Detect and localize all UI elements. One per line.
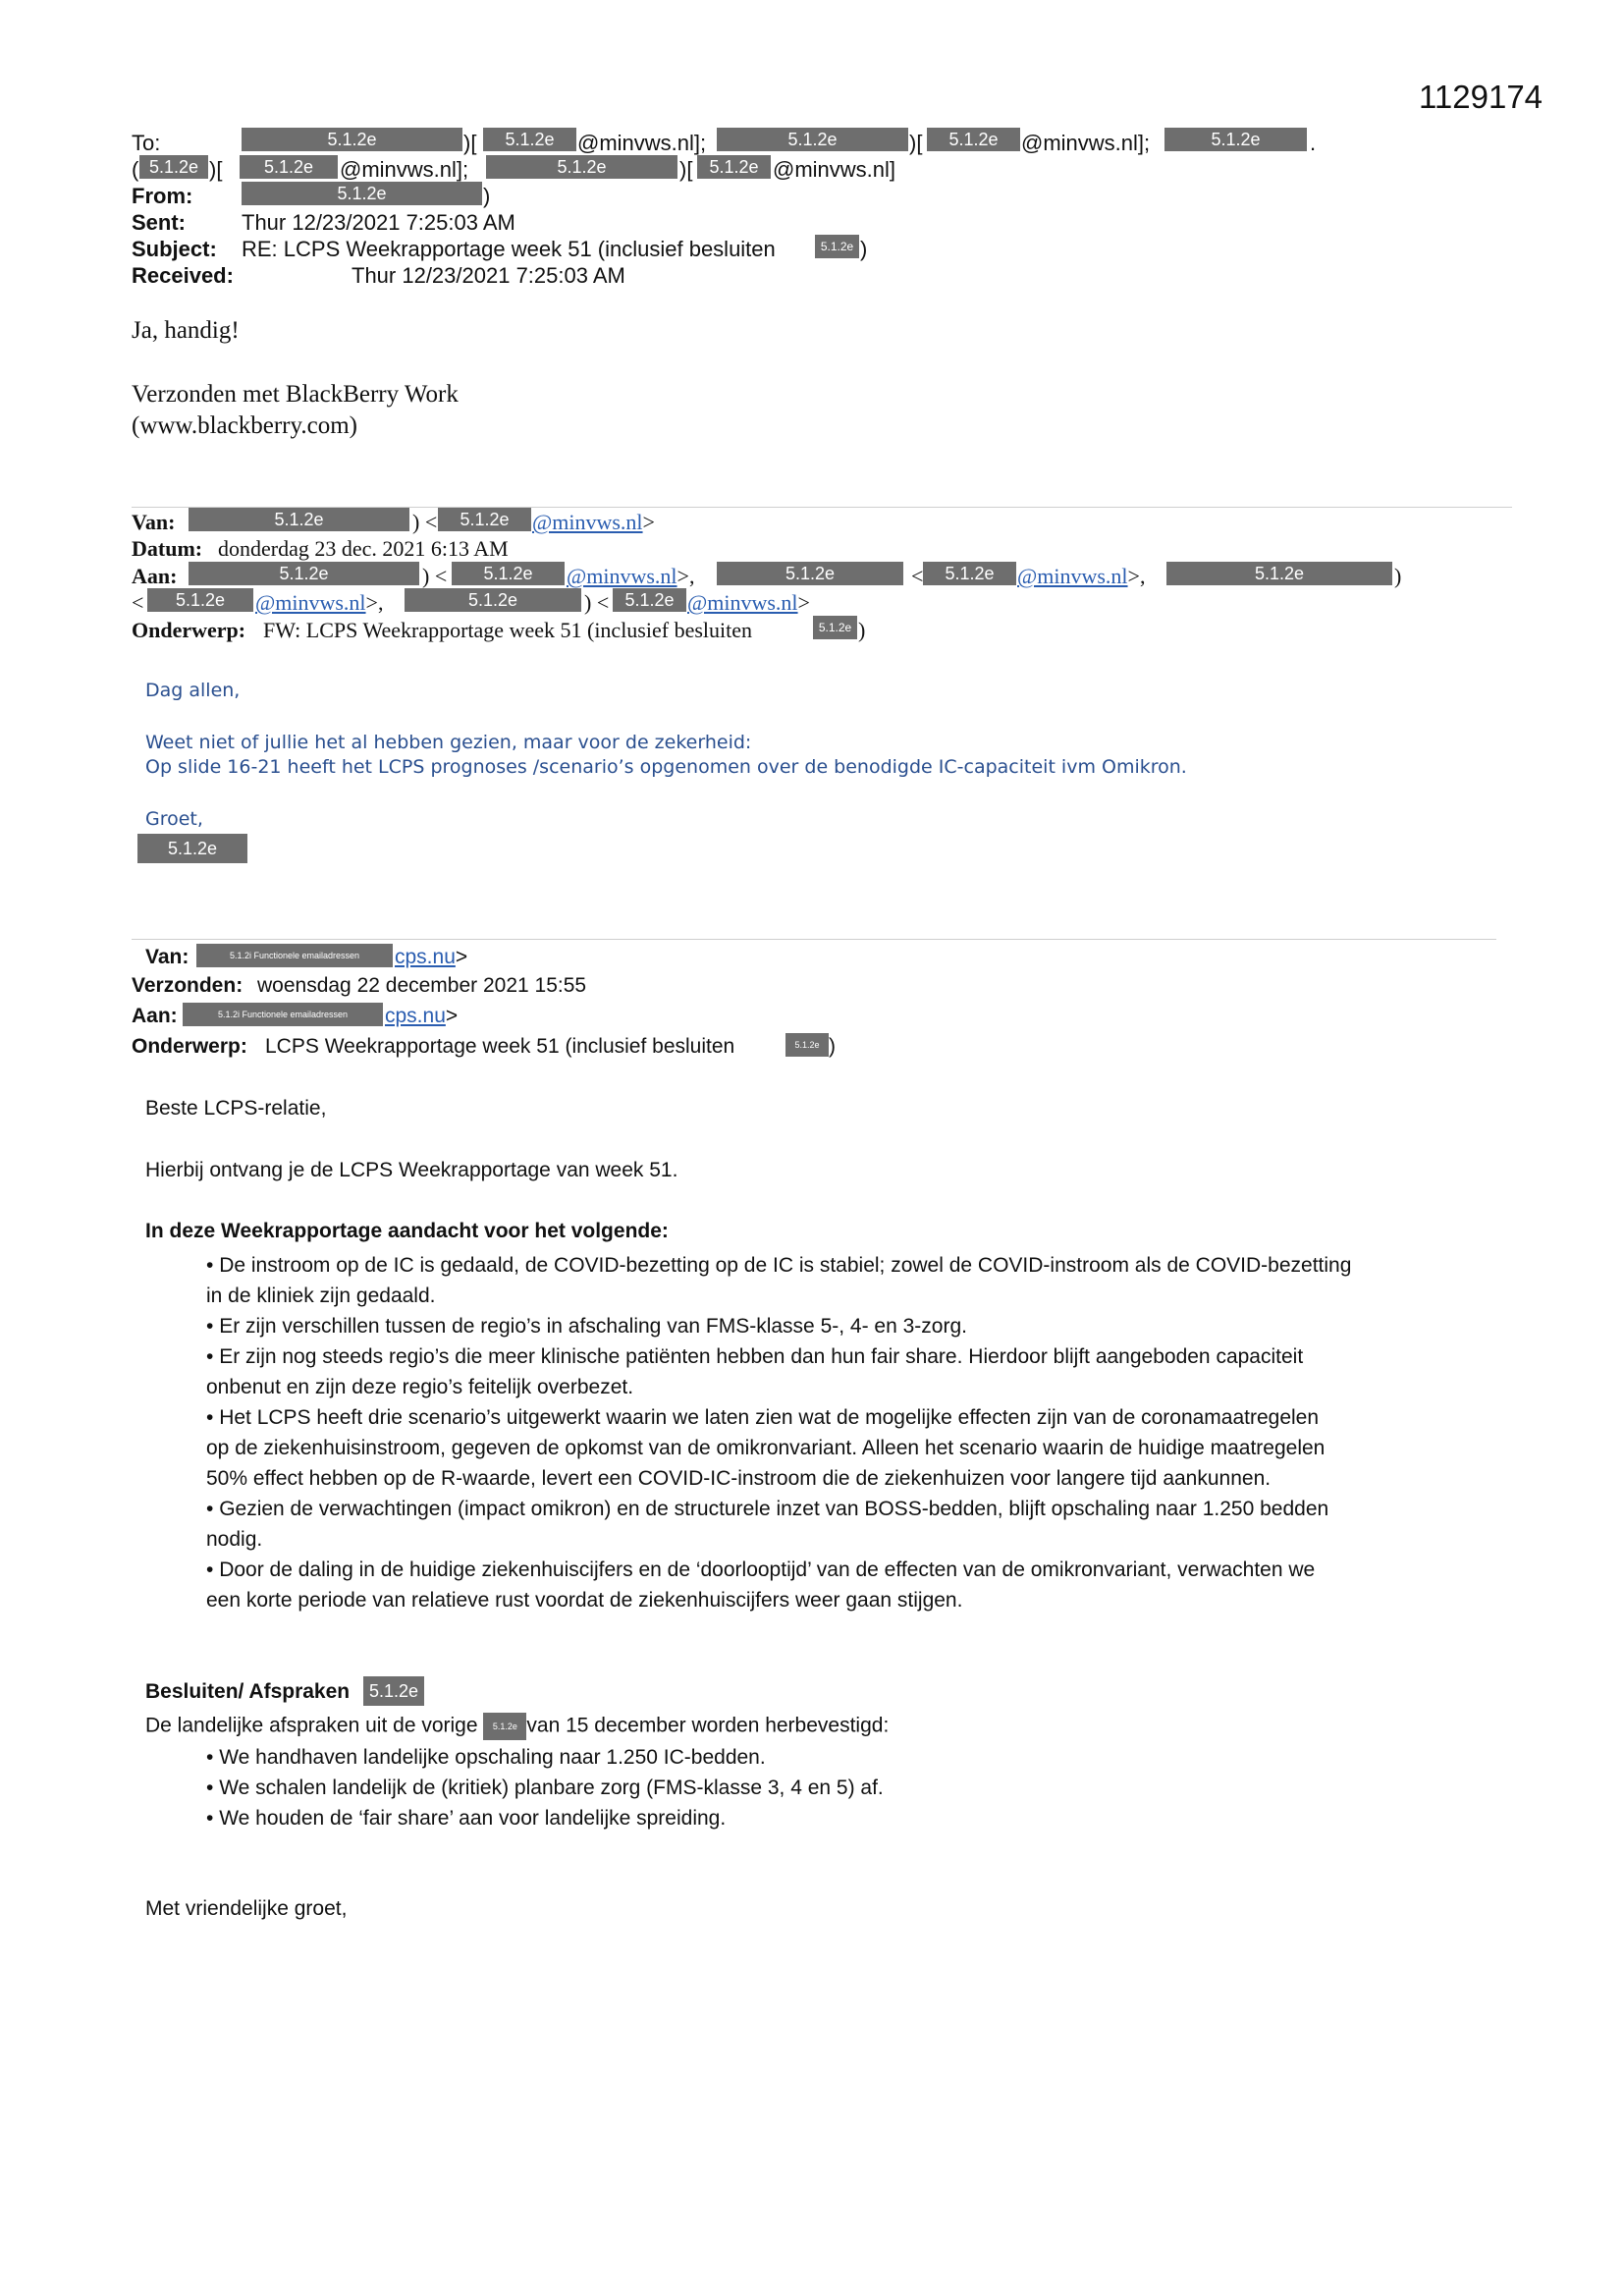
redaction-box: 5.1.2e [242, 128, 462, 151]
redaction-box: 5.1.2e [452, 562, 565, 585]
onderwerp-value: LCPS Weekrapportage week 51 (inclusief besluiten [265, 1035, 735, 1058]
document-number: 1129174 [1419, 79, 1543, 115]
redaction-box: 5.1.2e [363, 1676, 424, 1706]
greeting: Dag allen, [145, 680, 241, 701]
redaction-box: 5.1.2i Functionele emailadressen [183, 1003, 383, 1026]
redaction-box: 5.1.2e [147, 588, 253, 612]
redaction-box: 5.1.2e [815, 235, 859, 258]
redaction-box: 5.1.2i Functionele emailadressen [196, 944, 393, 967]
signature-line: Verzonden met BlackBerry Work [132, 381, 459, 408]
email-domain: @minvws.nl] [773, 157, 896, 182]
received-label: Received: [132, 263, 234, 288]
redaction-box: 5.1.2e [139, 155, 208, 179]
attention-heading: In deze Weekrapportage aandacht voor het volgende: [145, 1220, 669, 1242]
reply-text: Ja, handig! [132, 317, 240, 344]
redaction-box: 5.1.2e [1164, 128, 1307, 151]
email-domain: @minvws.nl] [577, 131, 701, 155]
to-label: To: [132, 131, 161, 155]
decisions-heading: Besluiten/ Afspraken [145, 1680, 351, 1703]
subject-label: Subject: [132, 237, 217, 261]
bullet-item: • De instroom op de IC is gedaald, de COVID-bezetting op de IC is stabiel; zowel de COVID-instroom als de COVID-bezetting in de kliniek zijn gedaald. [206, 1254, 1352, 1307]
email-link[interactable]: cps.nu [385, 1005, 446, 1027]
verzonden-value: woensdag 22 december 2021 15:55 [257, 974, 587, 997]
email-link[interactable]: @minvws.nl [687, 590, 798, 615]
bullet-item: • Er zijn verschillen tussen de regio’s in afschaling van FMS-klasse 5-, 4- en 3-zorg. [206, 1315, 967, 1338]
signature-line: (www.blackberry.com) [132, 412, 357, 439]
email-link[interactable]: @minvws.nl [567, 564, 677, 588]
redaction-box: 5.1.2e [486, 155, 677, 179]
redaction-box: 5.1.2e [717, 562, 903, 585]
redaction-box: 5.1.2e [438, 508, 531, 531]
aan-label: Aan: [132, 564, 178, 588]
onderwerp-value: FW: LCPS Weekrapportage week 51 (inclusief besluiten [263, 618, 752, 642]
closing: Met vriendelijke groet, [145, 1897, 348, 1920]
closing: Groet, [145, 808, 203, 830]
onderwerp-label: Onderwerp: [132, 1035, 247, 1058]
redaction-box: 5.1.2e [785, 1033, 829, 1057]
email-link[interactable]: @minvws.nl [1017, 564, 1128, 588]
datum-label: Datum: [132, 536, 203, 561]
redaction-box: 5.1.2e [923, 562, 1016, 585]
bullet-list [206, 1250, 1351, 1615]
decision-list [206, 1742, 884, 1833]
redaction-box: 5.1.2e [189, 562, 419, 585]
redaction-box: 5.1.2e [137, 834, 247, 863]
bullet-item: • Door de daling in de huidige ziekenhuiscijfers en de ‘doorlooptijd’ van de effecten van de omikronvariant, verwachten we een korte periode van relatieve rust voordat de ziekenhuiscijfers weer gaan stijgen. [206, 1558, 1316, 1612]
aan-label: Aan: [132, 1005, 178, 1027]
redaction-box: 5.1.2e [405, 588, 581, 612]
bullet-item: • We schalen landelijk de (kritiek) planbare zorg (FMS-klasse 3, 4 en 5) af. [206, 1777, 884, 1799]
verzonden-label: Verzonden: [132, 974, 244, 997]
bullet-item: • Er zijn nog steeds regio’s die meer klinische patiënten hebben dan hun fair share. Hierdoor blijft aangeboden capaciteit onbenut en zijn deze regio’s feitelijk overbezet. [206, 1345, 1304, 1398]
redaction-box: 5.1.2e [717, 128, 908, 151]
sent-label: Sent: [132, 210, 186, 235]
bullet-item: • We handhaven landelijke opschaling naar 1.250 IC-bedden. [206, 1746, 766, 1769]
email-link[interactable]: @minvws.nl [255, 590, 366, 615]
redaction-box: 5.1.2e [1166, 562, 1392, 585]
redaction-box: 5.1.2e [240, 155, 338, 179]
redaction-box: 5.1.2e [697, 155, 771, 179]
subject-value: RE: LCPS Weekrapportage week 51 (inclusief besluiten [242, 237, 776, 261]
van-label: Van: [145, 946, 189, 968]
bullet-item: • Het LCPS heeft drie scenario’s uitgewerkt waarin we laten zien wat de mogelijke effecten zijn van de coronamaatregelen op de ziekenhuisinstroom, gegeven de opkomst van de omikronvariant. Alleen het scenario waarin de huidige maatregelen 50% effect hebben op de R-waarde, levert een COVID-IC-instroom die de ziekenhuizen voor langere tijd aankunnen. [206, 1406, 1326, 1490]
redaction-box: 5.1.2e [483, 128, 576, 151]
intro: Hierbij ontvang je de LCPS Weekrapportage van week 51. [145, 1159, 678, 1181]
bullet-item: • We houden de ‘fair share’ aan voor landelijke spreiding. [206, 1807, 727, 1830]
paragraph: Op slide 16-21 heeft het LCPS prognoses /scenario’s opgenomen over de benodigde IC-capaciteit ivm Omikron. [145, 756, 1187, 778]
from-label: From: [132, 184, 193, 208]
salutation: Beste LCPS-relatie, [145, 1097, 327, 1120]
email-domain: @minvws.nl] [1021, 131, 1145, 155]
onderwerp-label: Onderwerp: [132, 618, 246, 642]
redaction-box: 5.1.2e [813, 616, 857, 639]
email-link[interactable]: cps.nu [395, 946, 456, 968]
email-domain: @minvws.nl] [340, 157, 463, 182]
datum-value: donderdag 23 dec. 2021 6:13 AM [218, 536, 509, 561]
redaction-box: 5.1.2e [483, 1713, 526, 1740]
van-label: Van: [132, 510, 176, 534]
redaction-box: 5.1.2e [242, 182, 482, 205]
redaction-box: 5.1.2e [189, 508, 409, 531]
email-link[interactable]: @minvws.nl [532, 510, 643, 534]
paragraph: Weet niet of jullie het al hebben gezien, maar voor de zekerheid: [145, 732, 752, 753]
bullet-item: • Gezien de verwachtingen (impact omikron) en de structurele inzet van BOSS-bedden, blijft opschaling naar 1.250 bedden nodig. [206, 1498, 1329, 1551]
divider [132, 939, 1496, 940]
decisions-intro: De landelijke afspraken uit de vorige 5.1.2e van 15 december worden herbevestigd: [145, 1713, 889, 1740]
sent-value: Thur 12/23/2021 7:25:03 AM [242, 210, 515, 235]
redaction-box: 5.1.2e [613, 588, 686, 612]
received-value: Thur 12/23/2021 7:25:03 AM [352, 263, 625, 288]
redaction-box: 5.1.2e [927, 128, 1020, 151]
